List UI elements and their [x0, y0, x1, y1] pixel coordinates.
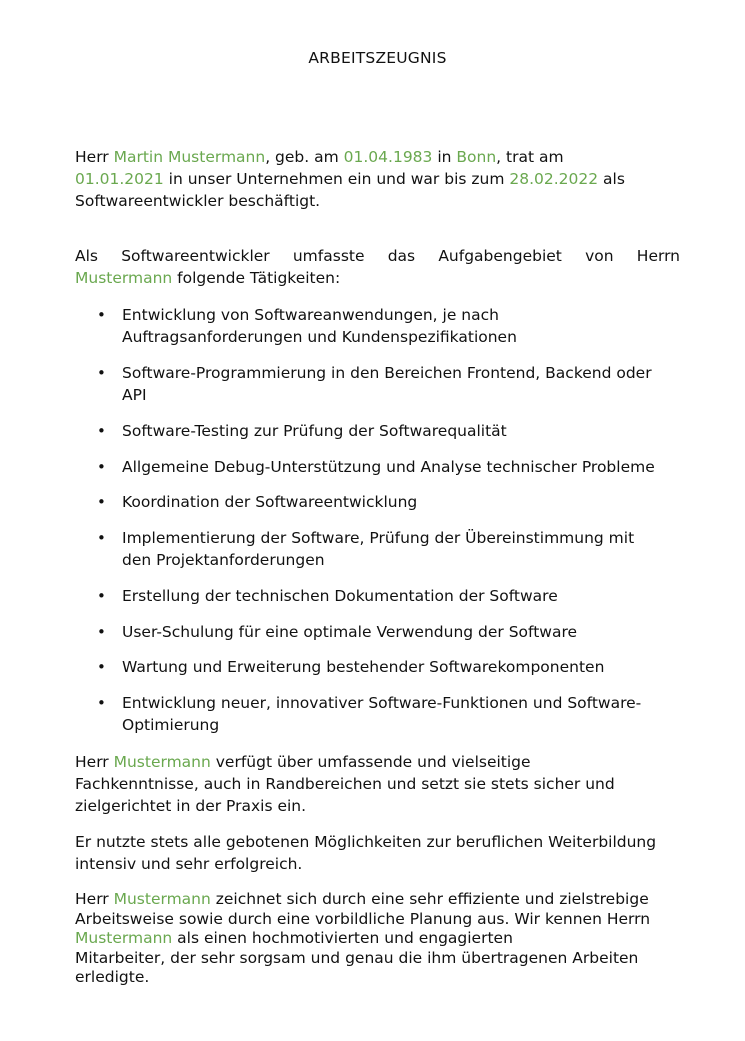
birth-date: 01.04.1983 — [343, 148, 433, 166]
knowledge-paragraph: Herr Mustermann verfügt über umfassende und vielseitige Fachkenntnisse, auch in Randbereichen und setzt sie stets sicher und zielgerichtet in der Praxis ein. — [75, 753, 615, 815]
bullet-dot-icon: • — [97, 529, 106, 547]
intro-paragraph — [75, 146, 680, 212]
bullet-dot-icon: • — [97, 306, 106, 324]
tasks-intro-line-1: Als Softwareentwickler umfasste das Aufgabengebiet von Herrn — [75, 247, 680, 265]
tasks-intro-paragraph — [75, 245, 680, 289]
document-title: ARBEITSZEUGNIS — [308, 49, 447, 67]
training-paragraph: Er nutzte stets alle gebotenen Möglichkeiten zur beruflichen Weiterbildung intensiv und sehr erfolgreich. — [75, 833, 657, 873]
employee-surname: Mustermann — [113, 753, 211, 771]
document-page: ARBEITSZEUGNIS Herr Martin Mustermann, geb. am 01.04.1983 in Bonn, trat am 01.01.2021 in unser Unternehmen ein und war bis zum 28.02.2022 als Softwareentwickler beschäftigt. Als Softwareentwickler umfasste das Aufgabengebiet von Herrn Mustermann folgende Tätigkeiten: • Entwicklung von Softwareanwendungen, je nach Auftragsanforderungen und Kundenspezifikationen • Software-Programmierung in den Bereichen Frontend, Backend oder API • Software-Testing zur Prüfung der Softwarequalität • Allgemeine Debug-Unterstützung und Analyse technischer Probleme • Koordination der Softwareentwicklung • Implementierung der Software, Prüfung der Übereinstimmung mit den Projektanforderungen • Erstellung der technischen Dokumentation der Software • User-Schulung für eine optimale Verwendung der Software • Wartung und Erweiterung bestehender Softwarekomponenten • Entwicklung neuer, innovativer Software-Funktionen und Software- Optimierung Herr Mustermann verfügt über umfassende und vielseitige Fachkenntnisse, auch in Randbereichen und setzt sie stets sicher und zielgerichtet in der Praxis ein. Er nutzte stets alle gebotenen Möglichkeiten zur beruflichen Weiterbildung intensiv und sehr erfolgreich. Herr Mustermann zeichnet sich durch eine sehr effiziente und zielstrebige Arbeitsweise sowie durch eine vorbildliche Planung aus. Wir kennen Herrn Mustermann als einen hochmotivierten und engagierten Mitarbeiter, der sehr sorgsam und genau die ihm übertragenen Arbeiten erledigte. — [0, 0, 745, 1041]
bullet-dot-icon: • — [97, 364, 106, 382]
intro-line-1: Herr Martin Mustermann, geb. am 01.04.1983 in Bonn, trat am — [75, 148, 564, 166]
intro-line-2: 01.01.2021 in unser Unternehmen ein und war bis zum 28.02.2022 als — [75, 170, 625, 188]
bullet-dot-icon: • — [97, 493, 106, 511]
start-date: 01.01.2021 — [75, 170, 164, 188]
birth-place: Bonn — [456, 148, 497, 166]
employee-surname: Mustermann — [75, 929, 173, 947]
bullet-dot-icon: • — [97, 694, 106, 712]
tasks-intro-line-2: Mustermann folgende Tätigkeiten: — [75, 269, 341, 287]
bullet-dot-icon: • — [97, 658, 106, 676]
bullet-dot-icon: • — [97, 587, 106, 605]
employee-name: Martin Mustermann — [113, 148, 266, 166]
bullet-dot-icon: • — [97, 458, 106, 476]
employee-surname: Mustermann — [75, 269, 173, 287]
end-date: 28.02.2022 — [509, 170, 599, 188]
bullet-dot-icon: • — [97, 623, 106, 641]
work-style-paragraph: Herr Mustermann zeichnet sich durch eine sehr effiziente und zielstrebige Arbeitsweise sowie durch eine vorbildliche Planung aus. Wir kennen Herrn Mustermann als einen hochmotivierten und engagierten Mitarbeiter, der sehr sorgsam und genau die ihm übertragenen Arbeiten erledigte. — [75, 890, 651, 986]
employee-surname: Mustermann — [113, 890, 211, 908]
intro-line-3: Softwareentwickler beschäftigt. — [75, 192, 321, 210]
bullet-dot-icon: • — [97, 422, 106, 440]
